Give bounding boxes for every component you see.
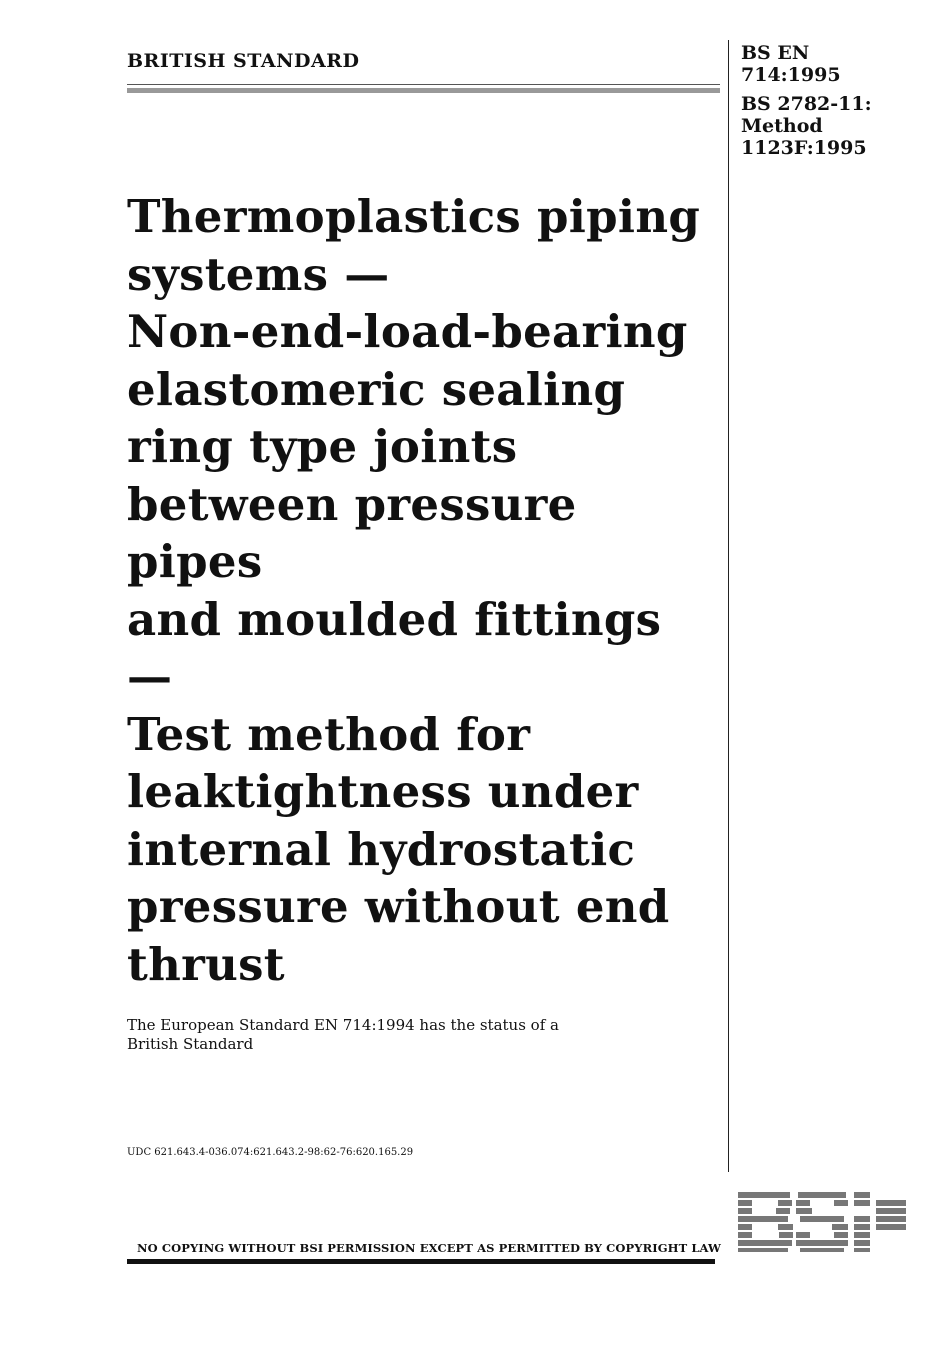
udc-classification: UDC 621.643.4-036.074:621.643.2-98:62-76:620.165.29 [127,1147,414,1158]
footer-rule [127,1259,715,1264]
header-rule-thick [127,88,720,93]
title-line: systems — [127,247,390,301]
header-label: BRITISH STANDARD [127,50,360,72]
title-line: thrust [127,937,285,991]
standard-number-block [741,42,931,159]
standard-number-line: BS EN [741,42,810,64]
status-note-line: The European Standard EN 714:1994 has the status of a [127,1016,559,1034]
title-line: internal hydrostatic [127,822,636,876]
title-line: pressure without end [127,880,670,933]
standard-number-line: Method [741,115,823,137]
title-line: Thermoplastics piping [127,190,701,243]
header-rule-thin [127,84,720,85]
standard-number-line: 1123F:1995 [741,137,867,159]
title-line: leaktightness under [127,765,639,818]
title-line: Non-end-load-bearing [127,305,688,358]
standard-number-line: 714:1995 [741,64,841,86]
document-title [127,188,717,993]
title-line: elastomeric sealing [127,362,626,416]
status-note [127,1016,587,1054]
copyright-notice: NO COPYING WITHOUT BSI PERMISSION EXCEPT AS PERMITTED BY COPYRIGHT LAW [137,1241,722,1255]
title-line: and moulded fittings — [127,592,662,703]
bsi-logo [738,1190,908,1254]
title-line: between pressure pipes [127,477,577,588]
status-note-line: British Standard [127,1035,254,1053]
standard-number-line: BS 2782-11: [741,93,872,115]
title-line: Test method for [127,707,531,761]
title-line: ring type joints [127,420,518,473]
vertical-divider [728,40,729,1172]
